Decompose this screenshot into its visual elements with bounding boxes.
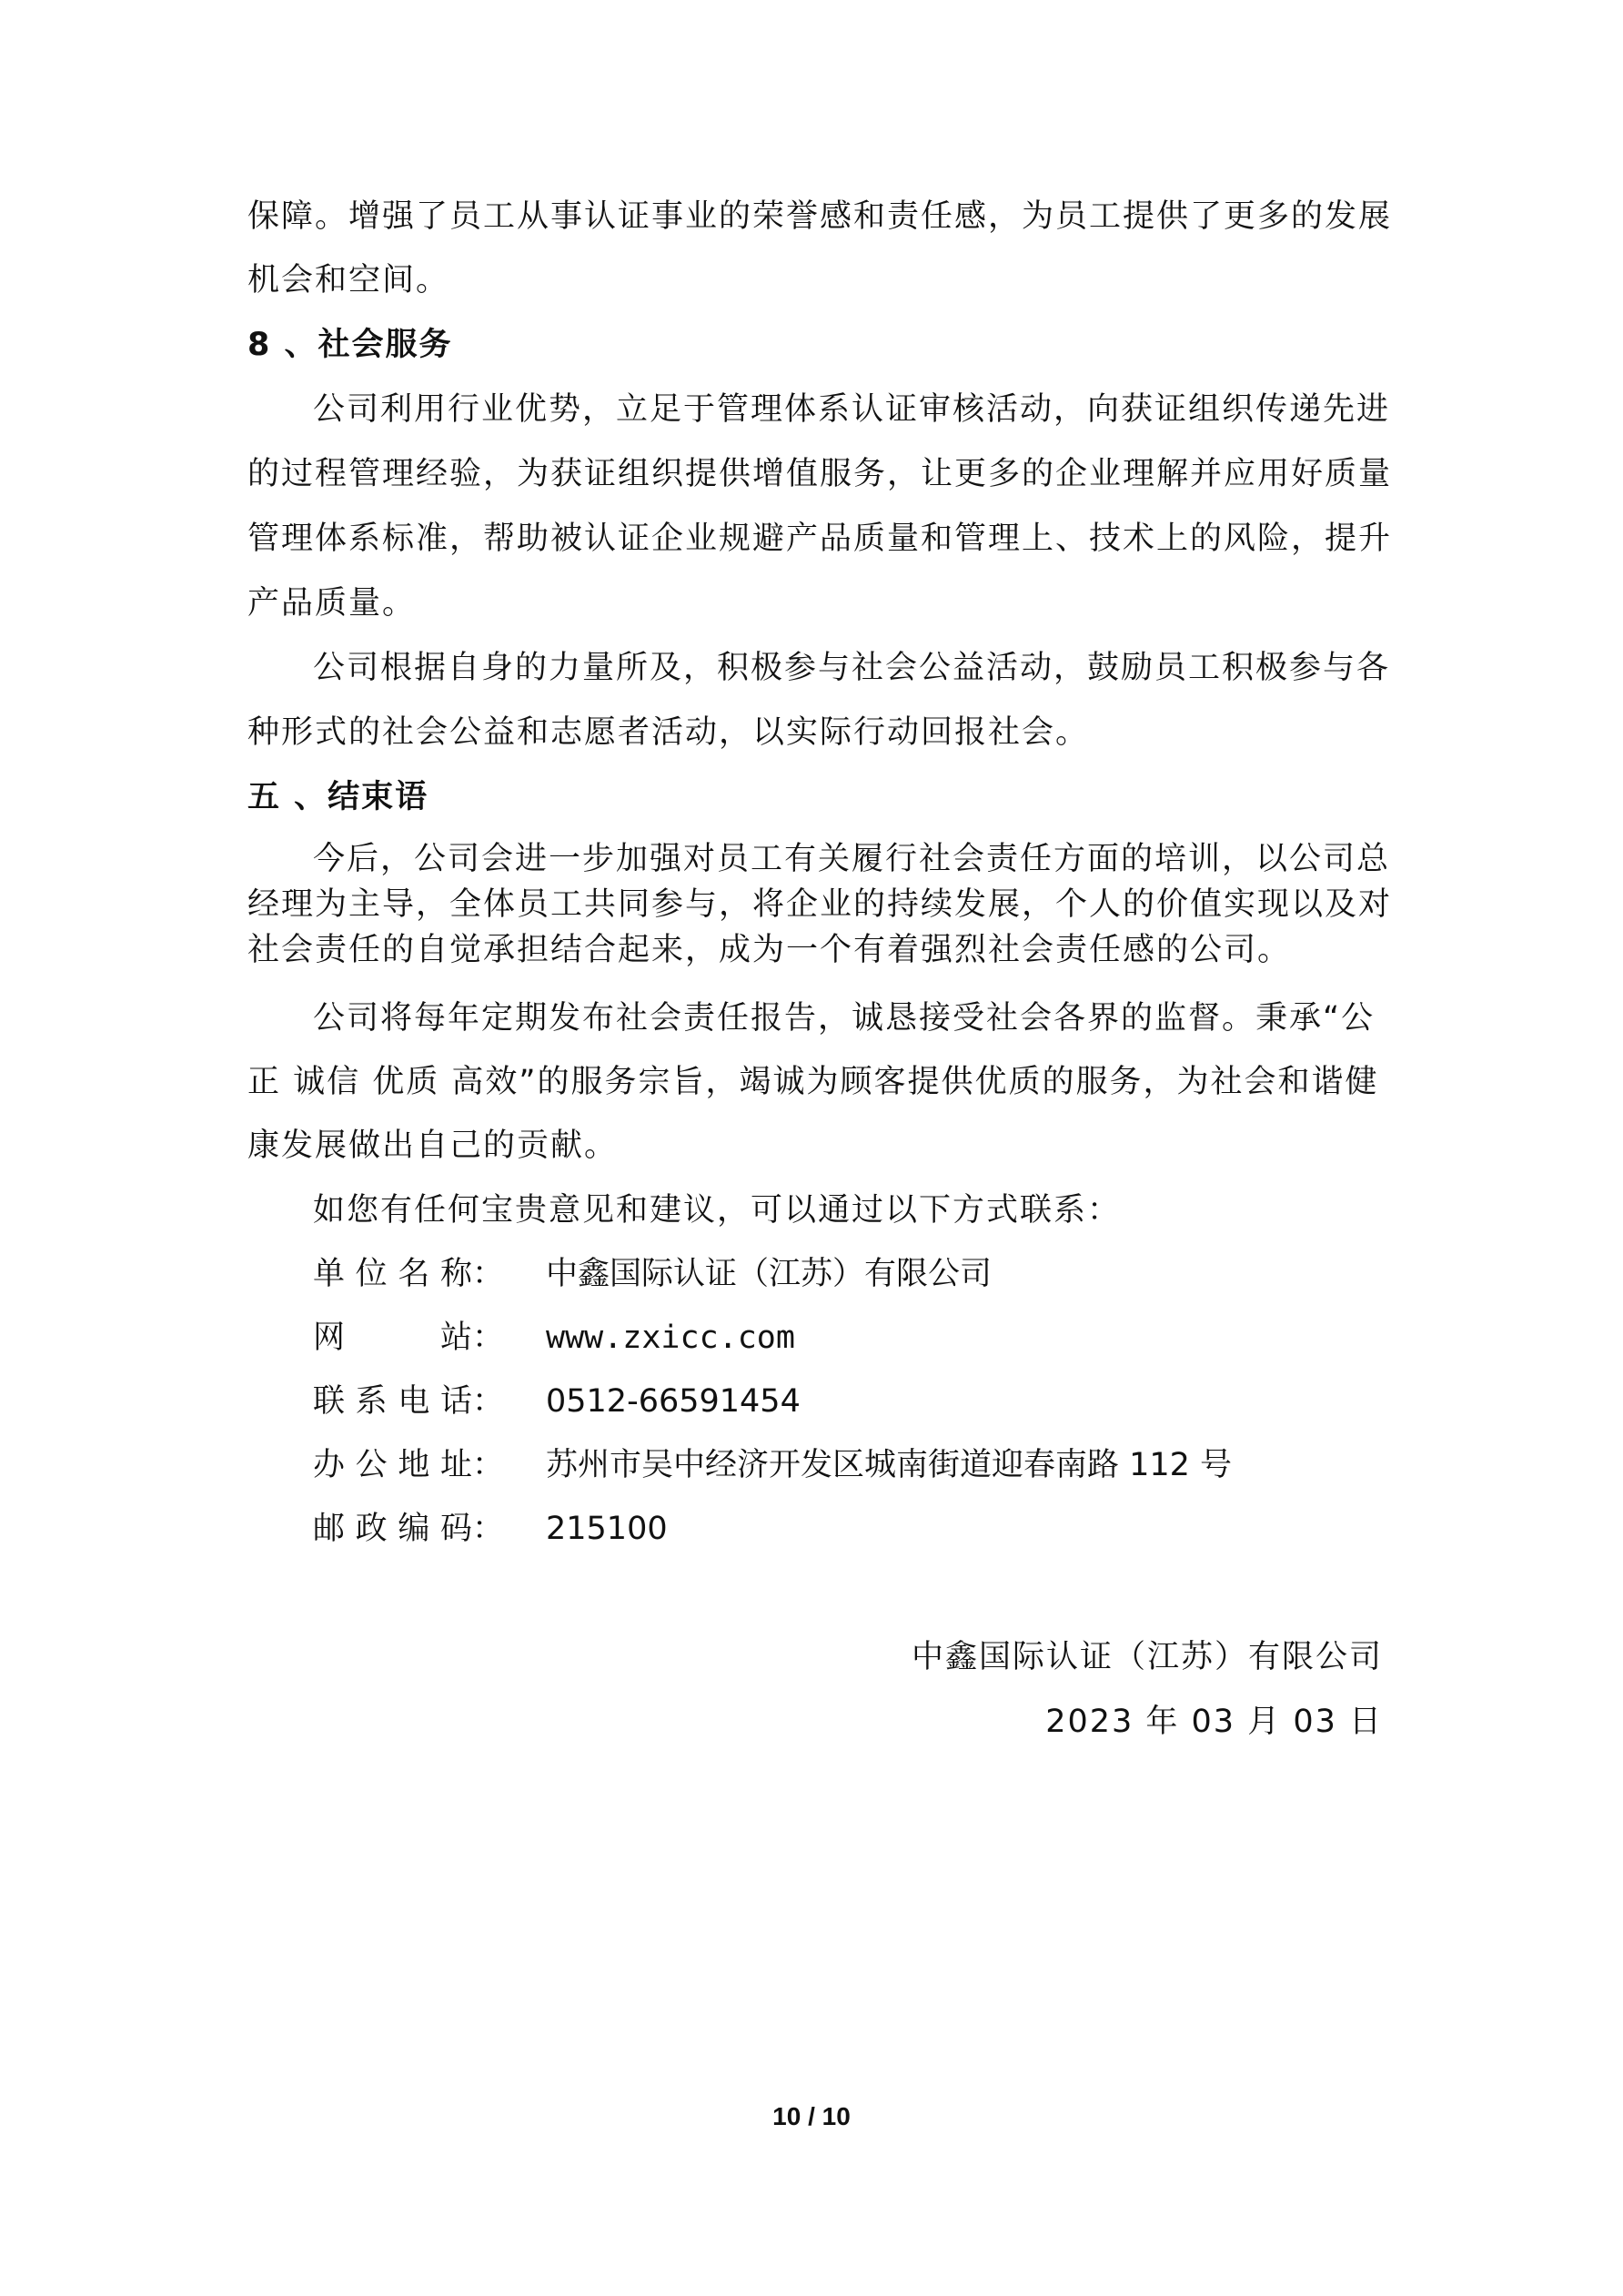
signature-date: 2023 年 03 月 03 日 [1045,1704,1383,1740]
paragraph-line: 的过程管理经验，为获证组织提供增值服务，让更多的企业理解并应用好质量 [247,456,1393,492]
paragraph-line: 公司根据自身的力量所及，积极参与社会公益活动，鼓励员工积极参与各 [313,650,1391,686]
paragraph-line: 机会和空间。 [247,262,450,298]
contact-intro: 如您有任何宝贵意见和建议，可以通过以下方式联系： [313,1192,1122,1229]
postcode-label: 邮 政 编 码： [313,1511,504,1547]
paragraph-line: 经理为主导，全体员工共同参与，将企业的持续发展，个人的价值实现以及对 [247,886,1393,923]
paragraph-line: 种形式的社会公益和志愿者活动，以实际行动回报社会。 [247,714,1090,751]
website-label: 网 站： [313,1320,504,1356]
company-name-label: 单 位 名 称： [313,1256,504,1292]
address-value: 苏州市吴中经济开发区城南街道迎春南路 112 号 [546,1447,1233,1483]
postcode-value: 215100 [546,1511,668,1547]
company-name-value: 中鑫国际认证（江苏）有限公司 [546,1256,993,1292]
phone-value: 0512-66591454 [546,1383,801,1420]
paragraph-line: 管理体系标准，帮助被认证企业规避产品质量和管理上、技术上的风险，提升 [247,521,1393,557]
section-heading-conclusion: 五 、结束语 [247,779,429,815]
paragraph-line: 康发展做出自己的贡献。 [247,1128,619,1164]
page-number: 10 / 10 [772,2102,851,2130]
paragraph-line: 公司将每年定期发布社会责任报告，诚恳接受社会各界的监督。秉承“公 [313,1000,1376,1037]
paragraph-line: 社会责任的自觉承担结合起来，成为一个有着强烈社会责任感的公司。 [247,932,1292,968]
address-label: 办 公 地 址： [313,1447,504,1483]
paragraph-line: 产品质量。 [247,585,417,622]
paragraph-line: 公司利用行业优势，立足于管理体系认证审核活动，向获证组织传递先进 [313,391,1391,428]
paragraph-line: 保障。增强了员工从事认证事业的荣誉感和责任感，为员工提供了更多的发展 [247,198,1393,235]
website-value[interactable]: www.zxicc.com [546,1320,795,1356]
paragraph-line: 今后，公司会进一步加强对员工有关履行社会责任方面的培训，以公司总 [313,841,1391,877]
section-heading-social-service: 8 、社会服务 [247,327,453,363]
signature-company: 中鑫国际认证（江苏）有限公司 [911,1639,1383,1675]
phone-label: 联 系 电 话： [313,1383,504,1420]
paragraph-line: 正 诚信 优质 高效”的服务宗旨，竭诚为顾客提供优质的服务，为社会和谐健 [247,1064,1379,1100]
